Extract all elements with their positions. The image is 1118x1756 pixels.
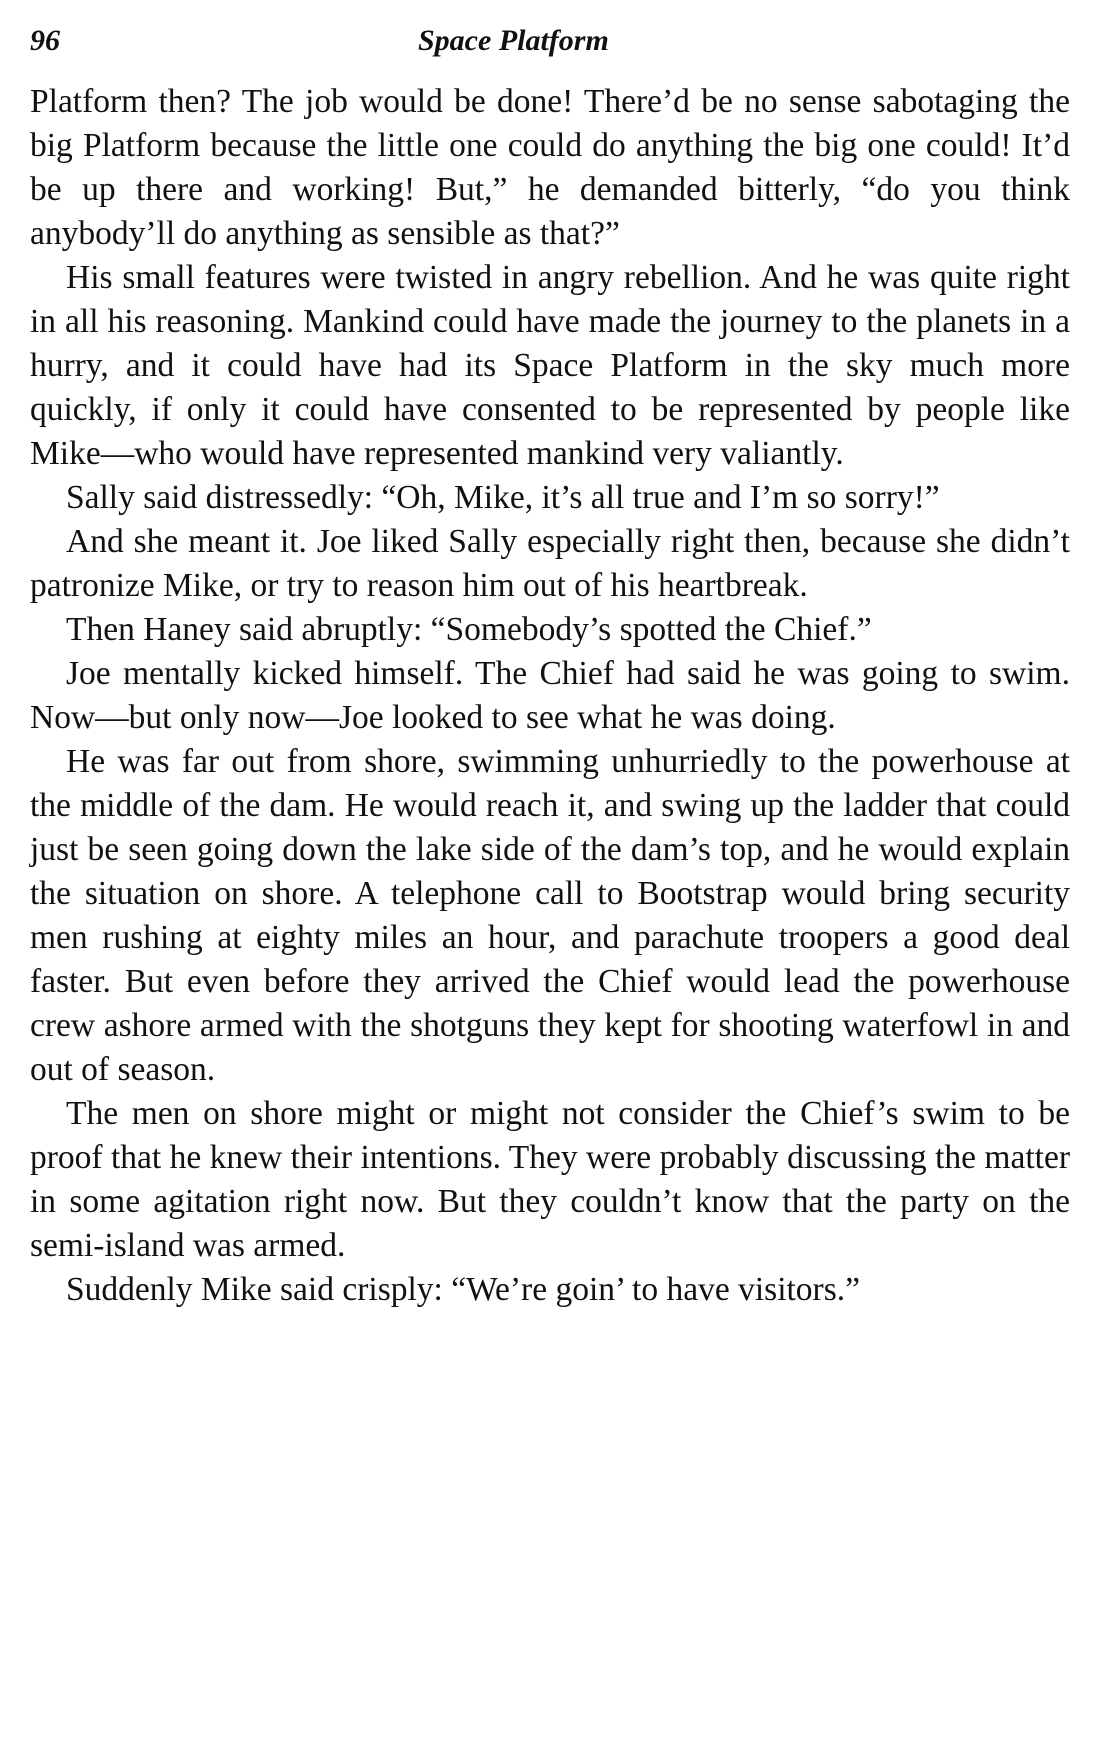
body-text [30, 80, 1070, 1312]
paragraph: He was far out from shore, swimming unhurriedly to the powerhouse at the middle of the dam. He would reach it, and swing up the ladder that could just be seen going down the lake side of the dam’s top, and he would explain the situation on shore. A telephone call to Bootstrap would bring security men rushing at eighty miles an hour, and parachute troopers a good deal faster. But even before they arrived the Chief would lead the powerhouse crew ashore armed with the shotguns they kept for shooting waterfowl in and out of season. [30, 743, 1070, 1088]
paragraph: Suddenly Mike said crisply: “We’re goin’ to have visitors.” [66, 1271, 860, 1308]
paragraph: The men on shore might or might not consider the Chief’s swim to be proof that he knew their intentions. They were probably discussing the matter in some agitation right now. But they couldn’t know that the party on the semi-island was armed. [30, 1095, 1070, 1264]
paragraph: Platform then? The job would be done! There’d be no sense sabotaging the big Platform because the little one could do anything the big one could! It’d be up there and working! But,” he demanded bitterly, “do you think anybody’ll do anything as sensible as that?” [30, 83, 1070, 252]
running-title: Space Platform [418, 24, 609, 57]
page-number: 96 [30, 24, 60, 57]
paragraph: Sally said distressedly: “Oh, Mike, it’s all true and I’m so sorry!” [66, 479, 940, 516]
paragraph: Joe mentally kicked himself. The Chief had said he was going to swim. Now—but only now—Joe looked to see what he was doing. [30, 655, 1070, 736]
page-header [30, 18, 1070, 62]
book-page [30, 18, 1070, 1308]
paragraph: And she meant it. Joe liked Sally especially right then, because she didn’t patronize Mike, or try to reason him out of his heartbreak. [30, 523, 1070, 604]
paragraph: Then Haney said abruptly: “Somebody’s spotted the Chief.” [66, 611, 872, 648]
paragraph: His small features were twisted in angry rebellion. And he was quite right in all his reasoning. Mankind could have made the journey to the planets in a hurry, and it could have had its Space Platform in the sky much more quickly, if only it could have consented to be represented by people like Mike—who would have represented mankind very valiantly. [30, 259, 1070, 472]
